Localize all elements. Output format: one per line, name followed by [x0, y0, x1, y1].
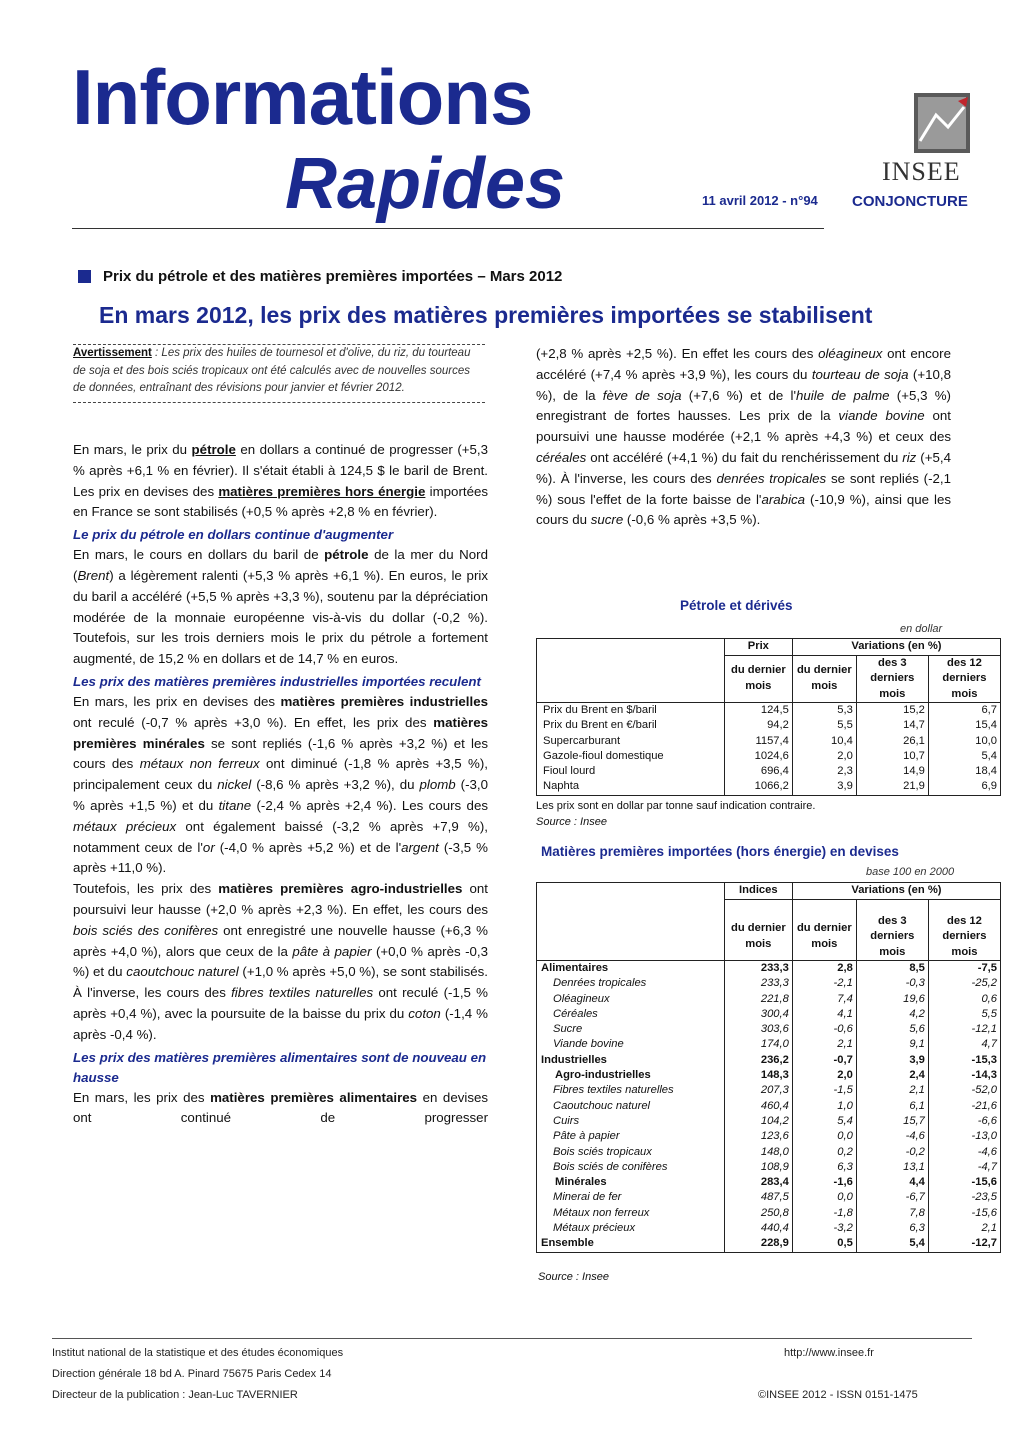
row-label: Gazole-fioul domestique [543, 749, 664, 762]
row-value: -52,0 [928, 1083, 1000, 1098]
table2-header-col3: des 3 derniers mois [856, 899, 928, 961]
row-value: -2,1 [792, 976, 856, 991]
row-value: 250,8 [724, 1206, 792, 1221]
row-value: 5,3 [792, 703, 856, 719]
row-value: 221,8 [724, 992, 792, 1007]
oil-table [536, 638, 1001, 796]
row-value: -15,6 [928, 1175, 1000, 1190]
row-label: Minérales [555, 1176, 607, 1189]
table2-source: Source : Insee [538, 1271, 609, 1283]
row-value: 0,0 [792, 1129, 856, 1144]
row-value: 14,7 [856, 718, 928, 733]
row-value: -15,6 [928, 1206, 1000, 1221]
row-value: 15,4 [928, 718, 1000, 733]
row-label: Sucre [553, 1023, 583, 1036]
square-bullet-icon [78, 270, 91, 283]
agro-paragraph: Toutefois, les prix des matières premières agro-industrielles ont poursuivi leur hausse (+2,0 % après +2,3 %). En effet, les cours des bois sciés des conifères ont enregistré une nouvelle hausse (+6,3 % après +4,0 %), alors que ceux de la pâte à papier (+0,0 % après -0,3 %) et du caoutchouc naturel (+1,0 % après +5,0 %), se sont stabilisés. À l'inverse, les cours des fibres textiles naturelles ont reculé (-1,5 % après +0,4 %), avec la poursuite de la baisse du prix du coton (-1,4 % après -0,4 %). [73, 881, 488, 1042]
row-value: -14,3 [928, 1068, 1000, 1083]
row-label: Industrielles [541, 1053, 607, 1066]
row-value: 2,8 [792, 961, 856, 977]
table1-header-col3: des 3 derniers mois [856, 655, 928, 703]
row-value: -0,6 [792, 1022, 856, 1037]
table1-header-prix: Prix [724, 639, 792, 656]
row-value: 2,1 [928, 1221, 1000, 1236]
row-value: 14,9 [856, 764, 928, 779]
table2-header-col4: des 12 derniers mois [928, 899, 1000, 961]
table2-header-indices: Indices [724, 883, 792, 900]
row-value: 3,9 [792, 779, 856, 795]
table-row [537, 1190, 1001, 1205]
row-value: -3,2 [792, 1221, 856, 1236]
table-row [537, 734, 1001, 749]
left-column [73, 440, 488, 1129]
row-label: Cuirs [553, 1114, 580, 1127]
section-title [78, 268, 562, 285]
row-label: Caoutchouc naturel [553, 1099, 651, 1112]
row-label: Céréales [553, 1007, 598, 1020]
row-value: -4,7 [928, 1160, 1000, 1175]
row-value: 6,9 [928, 779, 1000, 795]
row-value: 8,5 [856, 961, 928, 977]
row-value: -6,7 [856, 1190, 928, 1205]
row-label: Métaux non ferreux [553, 1206, 650, 1219]
row-value: 0,0 [792, 1190, 856, 1205]
row-value: 6,3 [856, 1221, 928, 1236]
row-value: 9,1 [856, 1037, 928, 1052]
row-value: 2,0 [792, 1068, 856, 1083]
brand-name: INSEE [882, 157, 961, 186]
row-value: -23,5 [928, 1190, 1000, 1205]
industrial-section-heading: Les prix des matières premières industrielles importées reculent [73, 673, 481, 689]
row-value: 696,4 [724, 764, 792, 779]
row-value: 15,2 [856, 703, 928, 719]
row-value: 4,2 [856, 1007, 928, 1022]
row-value: 6,1 [856, 1099, 928, 1114]
row-value: 1024,6 [724, 749, 792, 764]
table-row [537, 1206, 1001, 1221]
table-row [537, 1053, 1001, 1068]
masthead-rule [72, 228, 824, 229]
table1-note: Les prix sont en dollar par tonne sauf indication contraire. [536, 800, 816, 812]
row-value: 108,9 [724, 1160, 792, 1175]
footer-director: Directeur de la publication : Jean-Luc TAVERNIER [52, 1389, 298, 1401]
row-value: -12,1 [928, 1022, 1000, 1037]
row-value: 10,0 [928, 734, 1000, 749]
row-label: Pâte à papier [553, 1130, 620, 1143]
table2-corner [537, 883, 725, 961]
row-value: 19,6 [856, 992, 928, 1007]
food-paragraph-start: En mars, les prix des matières premières alimentaires en devises ont continué de progresser [73, 1089, 489, 1126]
row-value: 148,0 [724, 1145, 792, 1160]
row-value: -25,2 [928, 976, 1000, 991]
table-row [537, 1068, 1001, 1083]
row-value: 1066,2 [724, 779, 792, 795]
row-value: 2,3 [792, 764, 856, 779]
row-value: -0,2 [856, 1145, 928, 1160]
row-value: -21,6 [928, 1099, 1000, 1114]
row-label: Naphta [537, 779, 725, 795]
row-value: 207,3 [724, 1083, 792, 1098]
row-value: -1,5 [792, 1083, 856, 1098]
row-value: 124,5 [724, 703, 792, 719]
table-row [537, 1114, 1001, 1129]
table2-header-variations: Variations (en %) [792, 883, 1000, 900]
food-section-heading: Les prix des matières premières alimentaires sont de nouveau en hausse [73, 1049, 487, 1085]
table1-source: Source : Insee [536, 816, 607, 828]
row-value: -4,6 [856, 1129, 928, 1144]
row-value: -1,6 [792, 1175, 856, 1190]
table2-header-col1: du dernier mois [724, 899, 792, 961]
table-row [537, 718, 1001, 733]
oil-section-heading: Le prix du pétrole en dollars continue d'augmenter [73, 527, 394, 543]
table1-header-variations: Variations (en %) [792, 639, 1000, 656]
row-value: 233,3 [724, 961, 792, 977]
row-label: Denrées tropicales [553, 977, 647, 990]
section-title-text: Prix du pétrole et des matières premières importées – Mars 2012 [103, 268, 563, 285]
row-value: -6,6 [928, 1114, 1000, 1129]
table-row [537, 749, 1001, 764]
table1-header-col2: du dernier mois [792, 655, 856, 703]
row-value: 104,2 [724, 1114, 792, 1129]
headline: En mars 2012, les prix des matières premières importées se stabilisent [99, 302, 873, 328]
row-value: -4,6 [928, 1145, 1000, 1160]
footer-url[interactable]: http://www.insee.fr [784, 1347, 874, 1359]
table-row [537, 1022, 1001, 1037]
food-paragraph-continued: (+2,8 % après +2,5 %). En effet les cours des oléagineux ont encore accéléré (+7,4 % après +3,9 %), les cours du tourteau de soja (+10,8 %), de la fève de soja (+7,6 %) et de l'huile de palme (+5,3 %) enregistrant de fortes hausses. Les prix de la viande bovine ont poursuivi une hausse modérée (+2,1 % après +4,3 %) et ceux des céréales ont accéléré (+4,1 %) du fait du renchérissement du riz (+5,4 %). À l'inverse, les cours des denrées tropicales se sont repliés (-2,1 %) sous l'effet de la forte baisse de l'arabica (-10,9 %), ainsi que les cours du sucre (-0,6 % après +3,5 %). [536, 346, 952, 528]
right-column [536, 344, 951, 531]
table-row [537, 961, 1001, 977]
row-value: 15,7 [856, 1114, 928, 1129]
row-value: 440,4 [724, 1221, 792, 1236]
table1-header-col1: du dernier mois [724, 655, 792, 703]
row-value: 2,1 [792, 1037, 856, 1052]
row-value: -1,8 [792, 1206, 856, 1221]
row-value: 26,1 [856, 734, 928, 749]
row-value: 4,1 [792, 1007, 856, 1022]
row-label: Bois sciés de conifères [553, 1160, 668, 1173]
row-value: 300,4 [724, 1007, 792, 1022]
row-value: -0,3 [856, 976, 928, 991]
table2-unit: base 100 en 2000 [866, 866, 955, 878]
row-value: 0,2 [792, 1145, 856, 1160]
row-value: -7,5 [928, 961, 1000, 977]
table-row [537, 1037, 1001, 1052]
row-value: 0,6 [928, 992, 1000, 1007]
row-value: 2,0 [792, 749, 856, 764]
table-row [537, 1099, 1001, 1114]
row-label: Agro-industrielles [555, 1069, 651, 1082]
row-label: Bois sciés tropicaux [553, 1145, 652, 1158]
row-label: Prix du Brent en $/baril [537, 703, 725, 719]
table-row [537, 703, 1001, 719]
row-label: Oléagineux [553, 992, 610, 1005]
row-label: Ensemble [537, 1236, 725, 1252]
table2-caption: Matières premières importées (hors énergie) en devises [541, 844, 899, 859]
footer-address: Direction générale 18 bd A. Pinard 75675 Paris Cedex 14 [52, 1368, 332, 1380]
row-value: 18,4 [928, 764, 1000, 779]
table-row [537, 1160, 1001, 1175]
row-label: Alimentaires [537, 961, 725, 977]
row-value: 233,3 [724, 976, 792, 991]
table-row [537, 1007, 1001, 1022]
table1-header-col4: des 12 derniers mois [928, 655, 1000, 703]
row-value: 174,0 [724, 1037, 792, 1052]
intro-paragraph: En mars, le prix du pétrole en dollars a continué de progresser (+5,3 % après +6,1 % en février). Il s'était établi à 124,5 $ le baril de Brent. Les prix en devises des matières premières hors énergie importées en France se sont stabilisés (+0,5 % après +2,8 % en février). [73, 442, 489, 520]
table1-caption: Pétrole et dérivés [680, 598, 793, 613]
table-row [537, 1129, 1001, 1144]
row-value: 5,6 [856, 1022, 928, 1037]
row-value: 2,4 [856, 1068, 928, 1083]
row-value: 2,1 [856, 1083, 928, 1098]
row-label: Minerai de fer [553, 1191, 622, 1204]
row-value: 7,4 [792, 992, 856, 1007]
industrial-paragraph: En mars, les prix en devises des matières premières industrielles ont reculé (-0,7 % après +3,0 %). En effet, les prix des matières premières minérales se sont repliés (-1,6 % après +3,2 %) et les cours des métaux non ferreux ont diminué (-1,8 % après +3,5 %), principalement ceux du nickel (-8,6 % après +3,2 %), du plomb (-3,0 % après +1,5 %) et du titane (-2,4 % après +2,4 %). Les cours des métaux précieux ont également baissé (-3,2 % après +7,9 %), notamment ceux de l'or (-4,0 % après +5,2 %) et de l'argent (-3,5 % après +11,0 %). [73, 693, 488, 876]
footer-rule [52, 1338, 972, 1339]
table2-header-col2: du dernier mois [792, 899, 856, 961]
row-value: -13,0 [928, 1129, 1000, 1144]
row-value: 6,7 [928, 703, 1000, 719]
insee-logo-icon [914, 93, 970, 153]
warning-text: : Les prix des huiles de tournesol et d'olive, du riz, du tourteau de soja et des bois sciés tropicaux ont été calculés avec de nouvelles sources de données, entraînant des révisions pour janvier et février 2012. [73, 347, 471, 394]
row-value: 5,4 [856, 1236, 928, 1252]
row-value: 460,4 [724, 1099, 792, 1114]
oil-paragraph: En mars, le cours en dollars du baril de pétrole de la mer du Nord (Brent) a légèrement ralenti (+5,3 % après +6,1 %). En euros, le prix du baril a accéléré (+5,5 % après +3,3 %), soutenu par la dépréciation modérée de la monnaie européenne vis-à-vis du dollar (-0,2 %). Toutefois, sur les trois derniers mois le prix du pétrole a fortement augmenté, de 15,2 % en dollars et de 14,7 % en euros. [73, 547, 488, 667]
footer-institute: Institut national de la statistique et des études économiques [52, 1347, 344, 1359]
row-value: 4,4 [856, 1175, 928, 1190]
row-value: 5,5 [792, 718, 856, 733]
row-label: Viande bovine [553, 1038, 624, 1051]
row-label: Fioul lourd [543, 765, 596, 778]
row-value: 123,6 [724, 1129, 792, 1144]
row-label: Prix du Brent en €/baril [543, 719, 657, 732]
masthead-title: Informations [72, 53, 533, 141]
table-row [537, 1221, 1001, 1236]
row-value: 148,3 [724, 1068, 792, 1083]
row-value: 228,9 [724, 1236, 792, 1252]
row-value: 1,0 [792, 1099, 856, 1114]
warning-label: Avertissement [73, 347, 152, 359]
table-row [537, 976, 1001, 991]
table-row [537, 779, 1001, 795]
row-value: 283,4 [724, 1175, 792, 1190]
row-value: -12,7 [928, 1236, 1000, 1252]
row-value: -0,7 [792, 1053, 856, 1068]
brand-subtitle: CONJONCTURE [852, 193, 968, 210]
row-value: 10,4 [792, 734, 856, 749]
row-value: -15,3 [928, 1053, 1000, 1068]
table-row [537, 992, 1001, 1007]
row-value: 236,2 [724, 1053, 792, 1068]
row-value: 3,9 [856, 1053, 928, 1068]
table1-unit: en dollar [900, 623, 943, 635]
row-value: 94,2 [724, 718, 792, 733]
row-value: 7,8 [856, 1206, 928, 1221]
row-label: Supercarburant [543, 734, 621, 747]
row-value: 303,6 [724, 1022, 792, 1037]
row-value: 6,3 [792, 1160, 856, 1175]
row-value: 10,7 [856, 749, 928, 764]
table-row [537, 1145, 1001, 1160]
commodities-table [536, 882, 1001, 1253]
table-row [537, 764, 1001, 779]
table1-corner [537, 639, 725, 703]
row-value: 0,5 [792, 1236, 856, 1252]
warning-box [73, 344, 485, 403]
row-value: 4,7 [928, 1037, 1000, 1052]
issue-date: 11 avril 2012 - n°94 [702, 193, 818, 208]
row-value: 13,1 [856, 1160, 928, 1175]
row-value: 5,4 [792, 1114, 856, 1129]
row-label: Fibres textiles naturelles [553, 1084, 674, 1097]
row-value: 1157,4 [724, 734, 792, 749]
row-value: 21,9 [856, 779, 928, 795]
footer-copyright: ©INSEE 2012 - ISSN 0151-1475 [758, 1389, 918, 1401]
masthead-subtitle: Rapides [285, 144, 566, 224]
row-value: 5,4 [928, 749, 1000, 764]
row-label: Métaux précieux [553, 1222, 636, 1235]
table-row [537, 1083, 1001, 1098]
table-row [537, 1236, 1001, 1252]
row-value: 487,5 [724, 1190, 792, 1205]
table-row [537, 1175, 1001, 1190]
row-value: 5,5 [928, 1007, 1000, 1022]
